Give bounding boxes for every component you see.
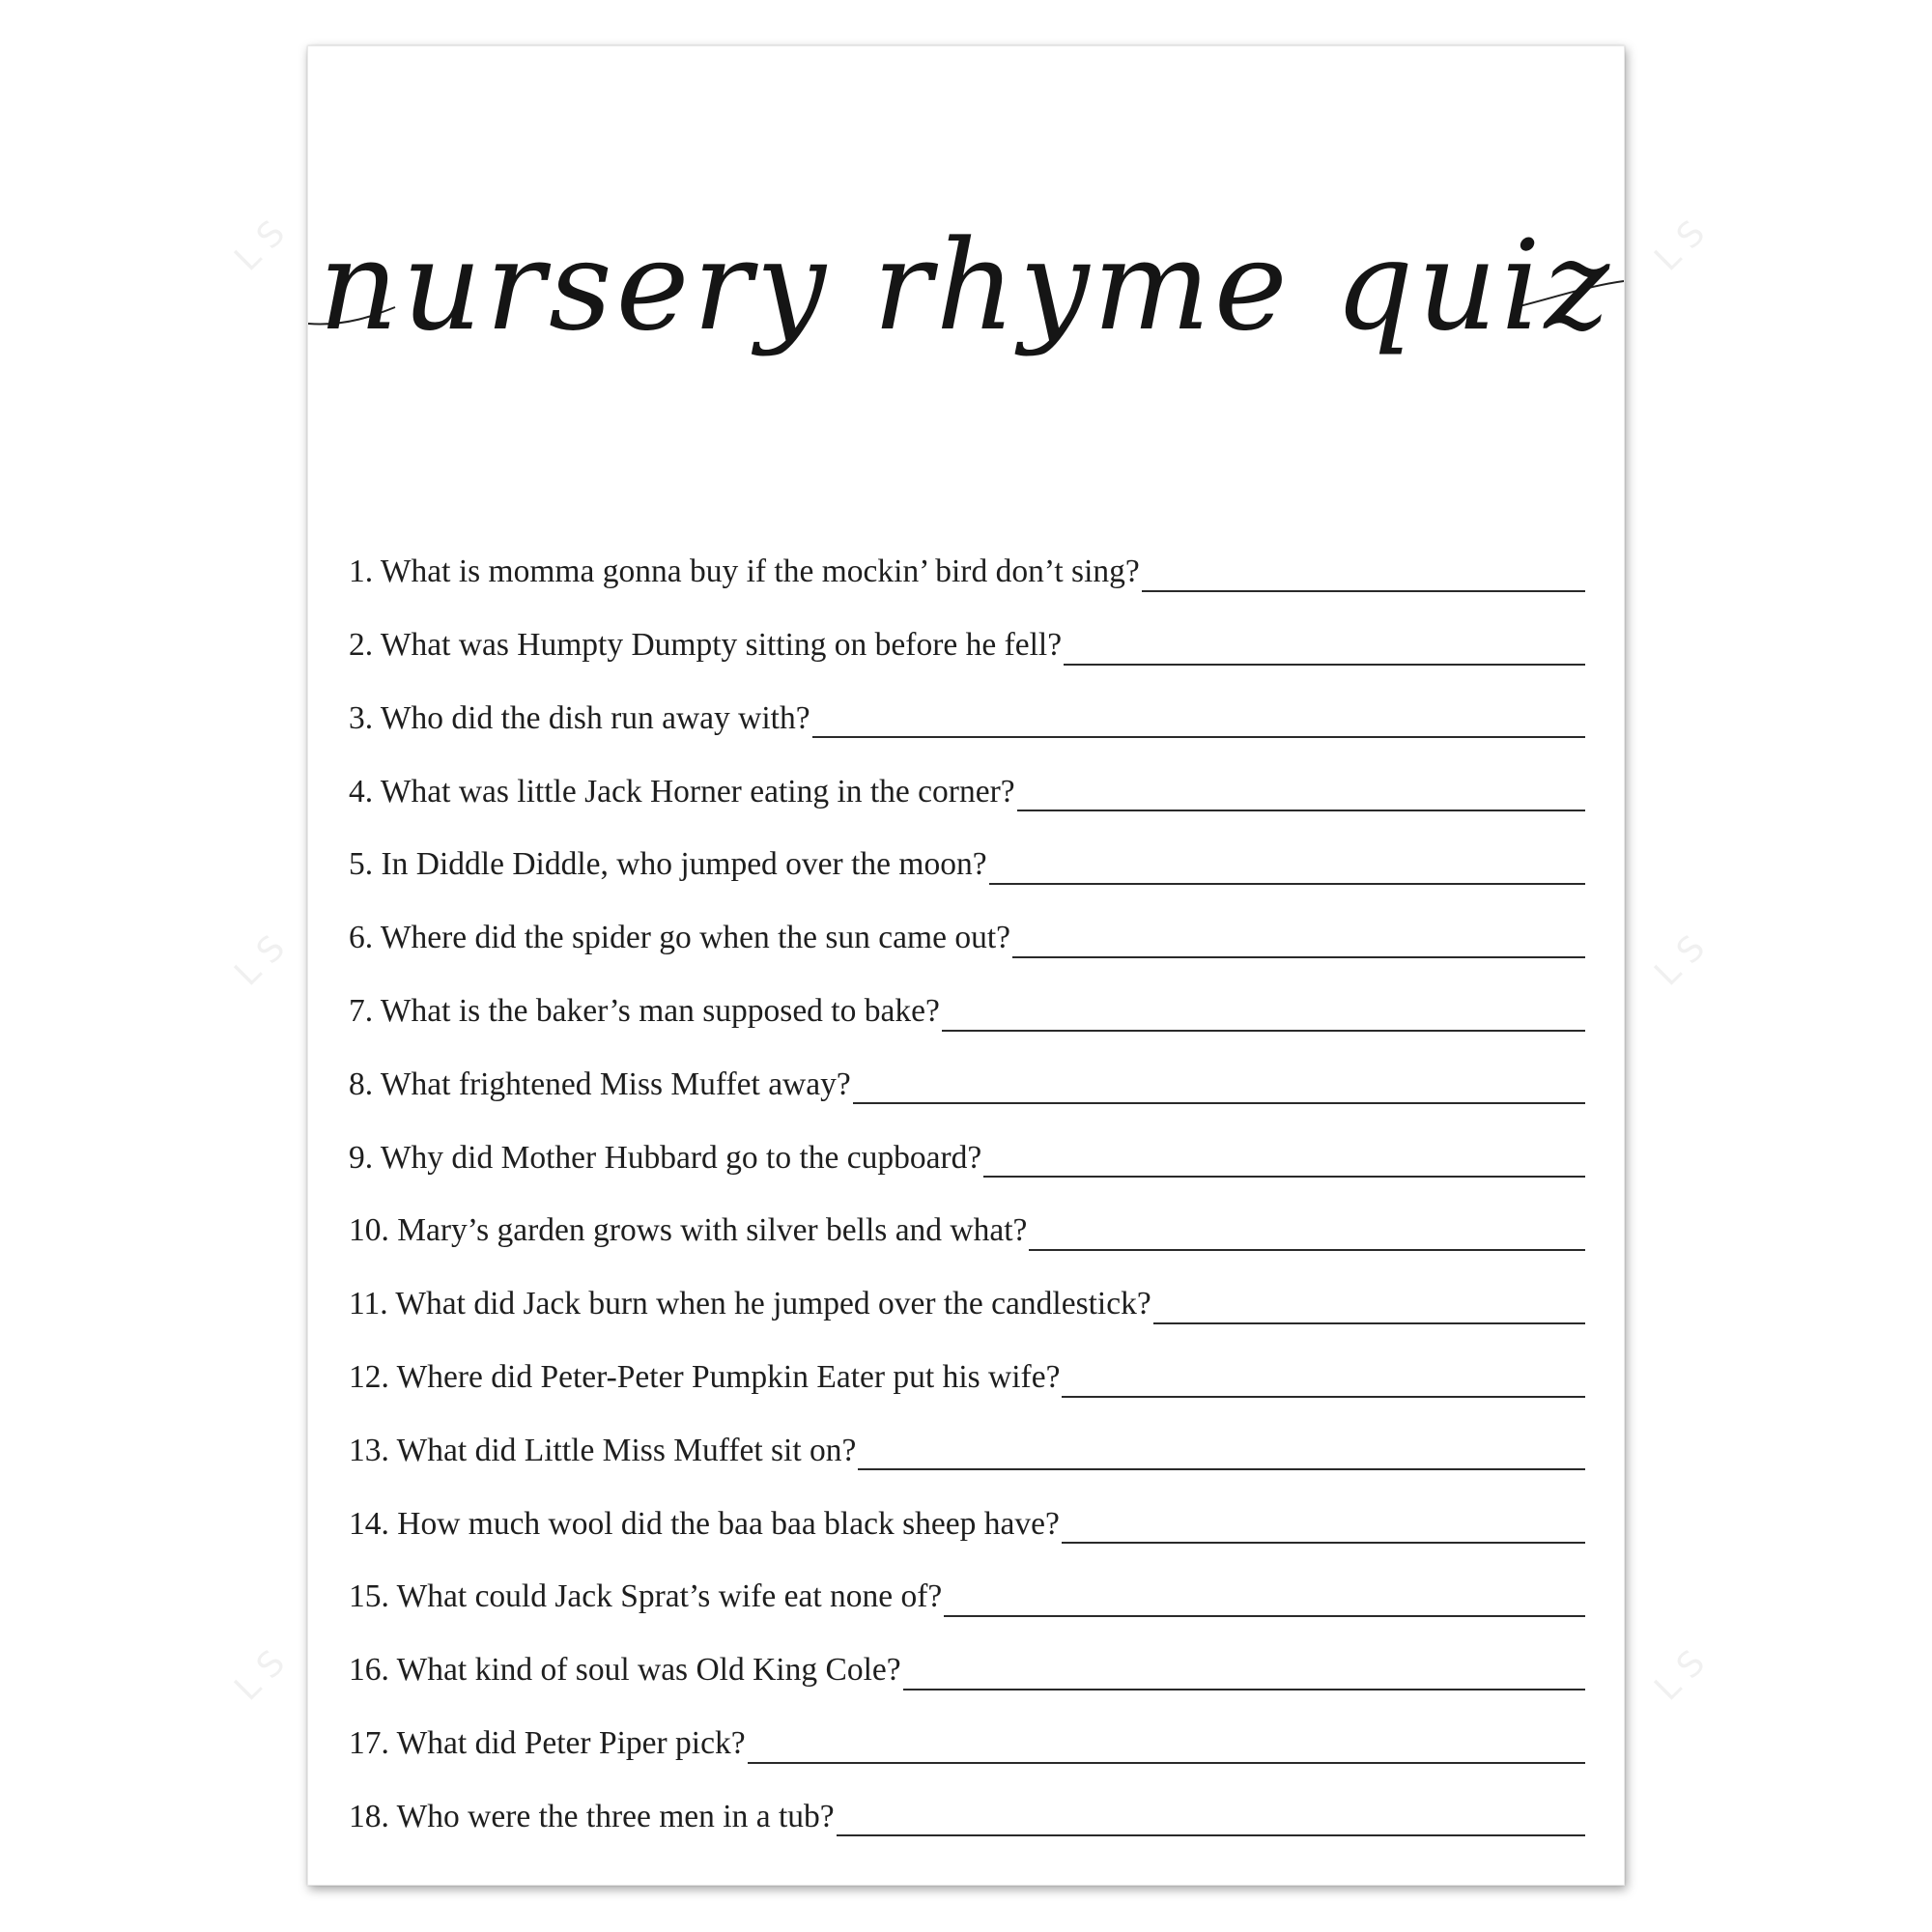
question-text: 3. Who did the dish run away with? [349,699,810,736]
watermark-ls-left-middle: LS [227,920,301,994]
answer-line[interactable] [1062,1513,1585,1544]
question-row [349,1764,1585,1837]
question-text: 17. What did Peter Piper pick? [349,1725,746,1762]
answer-line[interactable] [748,1733,1585,1764]
answer-line[interactable] [1012,927,1585,958]
question-row [349,1690,1585,1764]
watermark-ls-right-middle: LS [1647,920,1721,994]
question-row [349,958,1585,1032]
question-row [349,1324,1585,1398]
answer-line[interactable] [1142,561,1585,592]
question-text: 7. What is the baker’s man supposed to bake? [349,993,940,1030]
watermark-ls-right-bottom: LS [1647,1634,1721,1709]
answer-line[interactable] [1029,1220,1585,1251]
answer-line[interactable] [942,1001,1585,1032]
page-title: nursery rhyme quiz [318,214,1614,358]
question-text: 6. Where did the spider go when the sun came out? [349,920,1010,956]
answer-line[interactable] [837,1805,1585,1836]
question-text: 4. What was little Jack Horner eating in the corner? [349,773,1015,810]
question-row [349,738,1585,811]
answer-line[interactable] [1062,1367,1585,1398]
question-row [349,885,1585,958]
question-row [349,666,1585,739]
question-row [349,1544,1585,1617]
answer-line[interactable] [944,1586,1585,1617]
answer-line[interactable] [989,854,1585,885]
question-text: 10. Mary’s garden grows with silver bells and what? [349,1212,1028,1249]
question-row [349,811,1585,885]
question-list [349,519,1585,1836]
question-row [349,519,1585,592]
answer-line[interactable] [903,1660,1585,1690]
quiz-card [307,45,1625,1886]
answer-line[interactable] [858,1439,1585,1470]
question-row [349,1251,1585,1324]
question-text: 1. What is momma gonna buy if the mockin’ bird don’t sing? [349,554,1140,590]
question-row [349,1470,1585,1544]
answer-line[interactable] [983,1147,1585,1178]
watermark-ls-left-bottom: LS [227,1634,301,1709]
question-text: 5. In Diddle Diddle, who jumped over the moon? [349,846,987,883]
watermark-ls-left-top: LS [227,205,301,279]
question-text: 14. How much wool did the baa baa black sheep have? [349,1505,1060,1542]
answer-line[interactable] [1017,781,1585,811]
question-text: 16. What kind of soul was Old King Cole? [349,1652,901,1689]
question-row [349,1398,1585,1471]
question-text: 9. Why did Mother Hubbard go to the cupboard? [349,1139,982,1176]
question-text: 15. What could Jack Sprat’s wife eat none of? [349,1578,943,1615]
question-text: 2. What was Humpty Dumpty sitting on before he fell? [349,627,1063,664]
question-row [349,1617,1585,1690]
question-row [349,1104,1585,1178]
question-text: 12. Where did Peter-Peter Pumpkin Eater put his wife? [349,1359,1061,1396]
answer-line[interactable] [812,707,1585,738]
title-area [308,172,1624,462]
question-row [349,592,1585,666]
question-text: 11. What did Jack burn when he jumped over the candlestick? [349,1286,1151,1322]
watermark-ls-right-top: LS [1647,205,1721,279]
question-row [349,1032,1585,1105]
answer-line[interactable] [1153,1293,1585,1324]
question-text: 13. What did Little Miss Muffet sit on? [349,1432,857,1468]
answer-line[interactable] [853,1073,1585,1104]
answer-line[interactable] [1064,635,1585,666]
question-text: 8. What frightened Miss Muffet away? [349,1065,851,1102]
question-text: 18. Who were the three men in a tub? [349,1798,835,1834]
question-row [349,1178,1585,1251]
